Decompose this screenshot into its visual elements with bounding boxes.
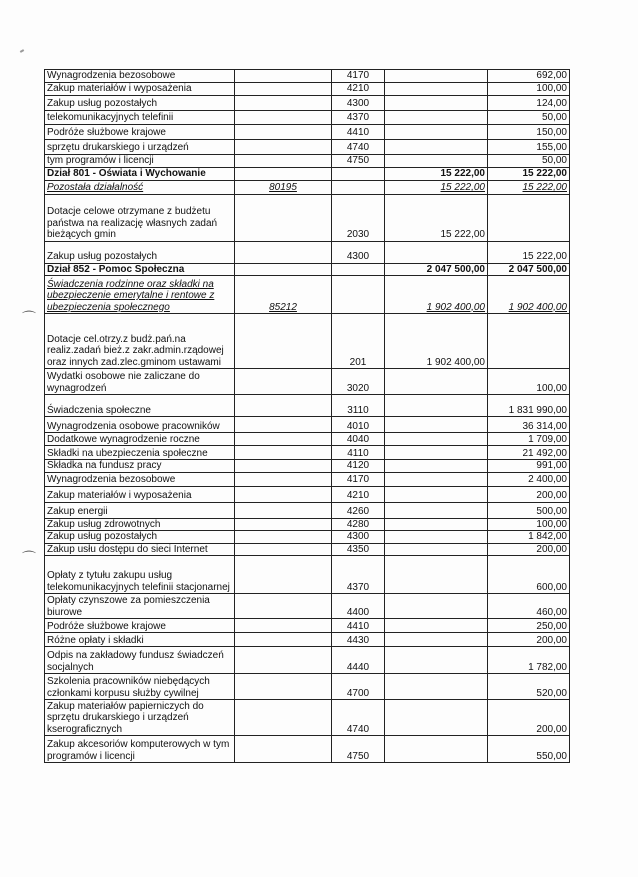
row-amount-cell (488, 314, 570, 369)
table-row (45, 700, 570, 736)
row-paragraph-cell: 4370 (332, 556, 385, 594)
row-name-cell: Podróże służbowe krajowe (45, 124, 235, 139)
row-section-cell (235, 95, 332, 110)
table-row (45, 110, 570, 124)
row-paragraph-cell: 4260 (332, 502, 385, 518)
row-section-cell (235, 241, 332, 263)
row-name-cell: Szkolenia pracowników niebędących członkami korpusu służby cywilnej (45, 674, 235, 700)
row-amount-cell: 500,00 (488, 502, 570, 518)
row-amount-cell: 15 222,00 (488, 167, 570, 180)
table-row (45, 736, 570, 763)
row-section-cell (235, 594, 332, 619)
table-row (45, 674, 570, 700)
row-section-cell (235, 531, 332, 544)
row-amount-cell: 200,00 (488, 700, 570, 736)
row-plan-cell (385, 82, 488, 95)
row-plan-cell: 1 902 400,00 (385, 314, 488, 369)
row-paragraph-cell (332, 276, 385, 314)
row-name-cell: Dział 852 - Pomoc Społeczna (45, 263, 235, 276)
row-plan-cell (385, 395, 488, 417)
row-plan-cell (385, 518, 488, 531)
row-paragraph-cell: 3110 (332, 395, 385, 417)
table-row (45, 543, 570, 556)
table-row (45, 594, 570, 619)
row-plan-cell (385, 633, 488, 647)
table-row (45, 647, 570, 674)
row-amount-cell: 200,00 (488, 543, 570, 556)
row-paragraph-cell: 4350 (332, 543, 385, 556)
row-amount-cell: 600,00 (488, 556, 570, 594)
row-amount-cell: 124,00 (488, 95, 570, 110)
row-plan-cell (385, 619, 488, 633)
row-name-cell: Dotacje celowe otrzymane z budżetu państwa na realizację własnych zadań bieżących gmin (45, 194, 235, 241)
row-paragraph-cell: 4410 (332, 619, 385, 633)
row-section-cell (235, 674, 332, 700)
row-amount-cell: 100,00 (488, 369, 570, 395)
row-paragraph-cell: 4750 (332, 736, 385, 763)
table-row (45, 139, 570, 154)
row-plan-cell (385, 531, 488, 544)
row-section-cell (235, 314, 332, 369)
row-name-cell: Składka na fundusz pracy (45, 460, 235, 473)
row-section-cell (235, 486, 332, 502)
row-amount-cell: 150,00 (488, 124, 570, 139)
row-plan-cell (385, 556, 488, 594)
row-amount-cell: 1 842,00 (488, 531, 570, 544)
row-name-cell: Zakup materiałów i wyposażenia (45, 486, 235, 502)
table-row (45, 180, 570, 194)
table-row (45, 276, 570, 314)
table-row (45, 531, 570, 544)
row-paragraph-cell: 4170 (332, 70, 385, 83)
row-amount-cell: 2 400,00 (488, 472, 570, 486)
row-amount-cell: 692,00 (488, 70, 570, 83)
row-plan-cell (385, 446, 488, 460)
row-amount-cell: 460,00 (488, 594, 570, 619)
row-paragraph-cell: 4300 (332, 95, 385, 110)
row-paragraph-cell: 4750 (332, 154, 385, 167)
row-name-cell: Zakup usług pozostałych (45, 95, 235, 110)
row-amount-cell: 200,00 (488, 633, 570, 647)
row-paragraph-cell: 4300 (332, 241, 385, 263)
row-section-cell (235, 518, 332, 531)
row-section-cell (235, 167, 332, 180)
row-plan-cell (385, 647, 488, 674)
row-plan-cell (385, 594, 488, 619)
budget-table (44, 69, 570, 763)
row-name-cell: Opłaty z tytułu zakupu usług telekomunikacyjnych telefinii stacjonarnej (45, 556, 235, 594)
row-paragraph-cell: 4170 (332, 472, 385, 486)
row-name-cell: tym programów i licencji (45, 154, 235, 167)
row-plan-cell (385, 502, 488, 518)
row-section-cell (235, 472, 332, 486)
table-row (45, 167, 570, 180)
row-section-cell (235, 194, 332, 241)
row-section-cell (235, 460, 332, 473)
table-row (45, 486, 570, 502)
row-plan-cell: 1 902 400,00 (385, 276, 488, 314)
row-amount-cell: 1 902 400,00 (488, 276, 570, 314)
row-plan-cell (385, 417, 488, 433)
row-amount-cell: 155,00 (488, 139, 570, 154)
row-paragraph-cell: 3020 (332, 369, 385, 395)
row-section-cell (235, 633, 332, 647)
row-section-cell (235, 543, 332, 556)
row-name-cell: Świadczenia społeczne (45, 395, 235, 417)
row-name-cell: Odpis na zakładowy fundusz świadczeń socjalnych (45, 647, 235, 674)
row-amount-cell: 520,00 (488, 674, 570, 700)
row-amount-cell: 21 492,00 (488, 446, 570, 460)
table-row (45, 154, 570, 167)
row-paragraph-cell: 4740 (332, 700, 385, 736)
row-name-cell: Wydatki osobowe nie zaliczane do wynagrodzeń (45, 369, 235, 395)
row-paragraph-cell: 4700 (332, 674, 385, 700)
row-section-cell (235, 154, 332, 167)
row-paragraph-cell: 4010 (332, 417, 385, 433)
table-row (45, 82, 570, 95)
row-name-cell: Zakup usług pozostałych (45, 241, 235, 263)
row-section-cell (235, 417, 332, 433)
row-plan-cell (385, 241, 488, 263)
row-paragraph-cell: 4300 (332, 531, 385, 544)
row-section-cell (235, 82, 332, 95)
row-name-cell: Zakup materiałów papierniczych do sprzętu drukarskiego i urządzeń kserograficznych (45, 700, 235, 736)
row-section-cell (235, 395, 332, 417)
row-plan-cell (385, 543, 488, 556)
table-row (45, 95, 570, 110)
row-name-cell: Wynagrodzenia bezosobowe (45, 472, 235, 486)
table-row (45, 518, 570, 531)
row-amount-cell: 36 314,00 (488, 417, 570, 433)
row-plan-cell (385, 110, 488, 124)
row-section-cell (235, 556, 332, 594)
row-amount-cell: 1 782,00 (488, 647, 570, 674)
row-amount-cell: 991,00 (488, 460, 570, 473)
row-paragraph-cell: 4280 (332, 518, 385, 531)
row-amount-cell: 15 222,00 (488, 180, 570, 194)
row-plan-cell: 15 222,00 (385, 180, 488, 194)
row-name-cell: Dział 801 - Oświata i Wychowanie (45, 167, 235, 180)
row-name-cell: Zakup usłu dostępu do sieci Internet (45, 543, 235, 556)
row-plan-cell (385, 124, 488, 139)
row-paragraph-cell: 4040 (332, 433, 385, 446)
row-section-cell (235, 502, 332, 518)
row-name-cell: Zakup usług pozostałych (45, 531, 235, 544)
table-row (45, 446, 570, 460)
row-section-cell (235, 619, 332, 633)
row-paragraph-cell: 2030 (332, 194, 385, 241)
table-row (45, 556, 570, 594)
row-paragraph-cell: 4370 (332, 110, 385, 124)
row-name-cell: sprzętu drukarskiego i urządzeń (45, 139, 235, 154)
row-section-cell (235, 70, 332, 83)
row-name-cell: Składki na ubezpieczenia społeczne (45, 446, 235, 460)
row-paragraph-cell: 4210 (332, 486, 385, 502)
row-amount-cell: 1 709,00 (488, 433, 570, 446)
row-paragraph-cell: 4410 (332, 124, 385, 139)
table-row (45, 263, 570, 276)
row-plan-cell (385, 700, 488, 736)
row-paragraph-cell: 4110 (332, 446, 385, 460)
row-name-cell: Świadczenia rodzinne oraz składki na ubezpieczenie emerytalne i rentowe z ubezpieczenia społecznego (45, 276, 235, 314)
row-plan-cell (385, 139, 488, 154)
row-name-cell: Zakup materiałów i wyposażenia (45, 82, 235, 95)
scan-curl-mark: ⌒ (22, 550, 36, 566)
row-section-cell (235, 433, 332, 446)
row-paragraph-cell: 4210 (332, 82, 385, 95)
row-paragraph-cell: 4400 (332, 594, 385, 619)
row-name-cell: Zakup energii (45, 502, 235, 518)
row-paragraph-cell: 4430 (332, 633, 385, 647)
row-paragraph-cell: 4120 (332, 460, 385, 473)
row-name-cell: Pozostała działalność (45, 180, 235, 194)
row-amount-cell: 200,00 (488, 486, 570, 502)
row-section-cell: 85212 (235, 276, 332, 314)
row-name-cell: telekomunikacyjnych telefinii (45, 110, 235, 124)
row-plan-cell (385, 486, 488, 502)
table-row (45, 241, 570, 263)
table-row (45, 633, 570, 647)
row-amount-cell: 2 047 500,00 (488, 263, 570, 276)
row-amount-cell (488, 194, 570, 241)
table-row (45, 417, 570, 433)
table-row (45, 502, 570, 518)
row-name-cell: Podróże służbowe krajowe (45, 619, 235, 633)
scan-mark (20, 49, 24, 53)
row-plan-cell (385, 736, 488, 763)
row-amount-cell: 100,00 (488, 82, 570, 95)
row-paragraph-cell (332, 180, 385, 194)
row-paragraph-cell (332, 263, 385, 276)
row-name-cell: Zakup akcesoriów komputerowych w tym programów i licencji (45, 736, 235, 763)
row-plan-cell (385, 674, 488, 700)
row-section-cell: 80195 (235, 180, 332, 194)
row-paragraph-cell (332, 167, 385, 180)
table-row (45, 619, 570, 633)
table-row (45, 433, 570, 446)
row-plan-cell: 15 222,00 (385, 167, 488, 180)
row-name-cell: Różne opłaty i składki (45, 633, 235, 647)
table-row (45, 472, 570, 486)
table-row (45, 460, 570, 473)
table-row (45, 124, 570, 139)
row-section-cell (235, 139, 332, 154)
row-section-cell (235, 263, 332, 276)
row-amount-cell: 1 831 990,00 (488, 395, 570, 417)
row-plan-cell (385, 433, 488, 446)
row-name-cell: Wynagrodzenia osobowe pracowników (45, 417, 235, 433)
row-plan-cell (385, 95, 488, 110)
row-plan-cell (385, 472, 488, 486)
row-plan-cell (385, 369, 488, 395)
row-paragraph-cell: 201 (332, 314, 385, 369)
row-section-cell (235, 369, 332, 395)
table-row (45, 395, 570, 417)
row-name-cell: Opłaty czynszowe za pomieszczenia biurowe (45, 594, 235, 619)
row-plan-cell: 2 047 500,00 (385, 263, 488, 276)
row-section-cell (235, 736, 332, 763)
row-section-cell (235, 446, 332, 460)
row-amount-cell: 100,00 (488, 518, 570, 531)
row-plan-cell (385, 460, 488, 473)
row-name-cell: Wynagrodzenia bezosobowe (45, 70, 235, 83)
row-plan-cell (385, 154, 488, 167)
row-plan-cell: 15 222,00 (385, 194, 488, 241)
table-row (45, 194, 570, 241)
row-amount-cell: 50,00 (488, 154, 570, 167)
row-paragraph-cell: 4440 (332, 647, 385, 674)
row-amount-cell: 550,00 (488, 736, 570, 763)
row-section-cell (235, 124, 332, 139)
row-section-cell (235, 700, 332, 736)
row-amount-cell: 15 222,00 (488, 241, 570, 263)
row-paragraph-cell: 4740 (332, 139, 385, 154)
table-row (45, 369, 570, 395)
row-amount-cell: 250,00 (488, 619, 570, 633)
table-row (45, 70, 570, 83)
scan-curl-mark: ⌒ (22, 310, 36, 326)
table-row (45, 314, 570, 369)
row-section-cell (235, 647, 332, 674)
row-name-cell: Zakup usług zdrowotnych (45, 518, 235, 531)
row-amount-cell: 50,00 (488, 110, 570, 124)
row-section-cell (235, 110, 332, 124)
row-name-cell: Dodatkowe wynagrodzenie roczne (45, 433, 235, 446)
row-plan-cell (385, 70, 488, 83)
row-name-cell: Dotacje cel.otrzy.z budż.pań.na realiz.zadań bież.z zakr.admin.rządowej oraz innych zad.zlec.gminom ustawami (45, 314, 235, 369)
